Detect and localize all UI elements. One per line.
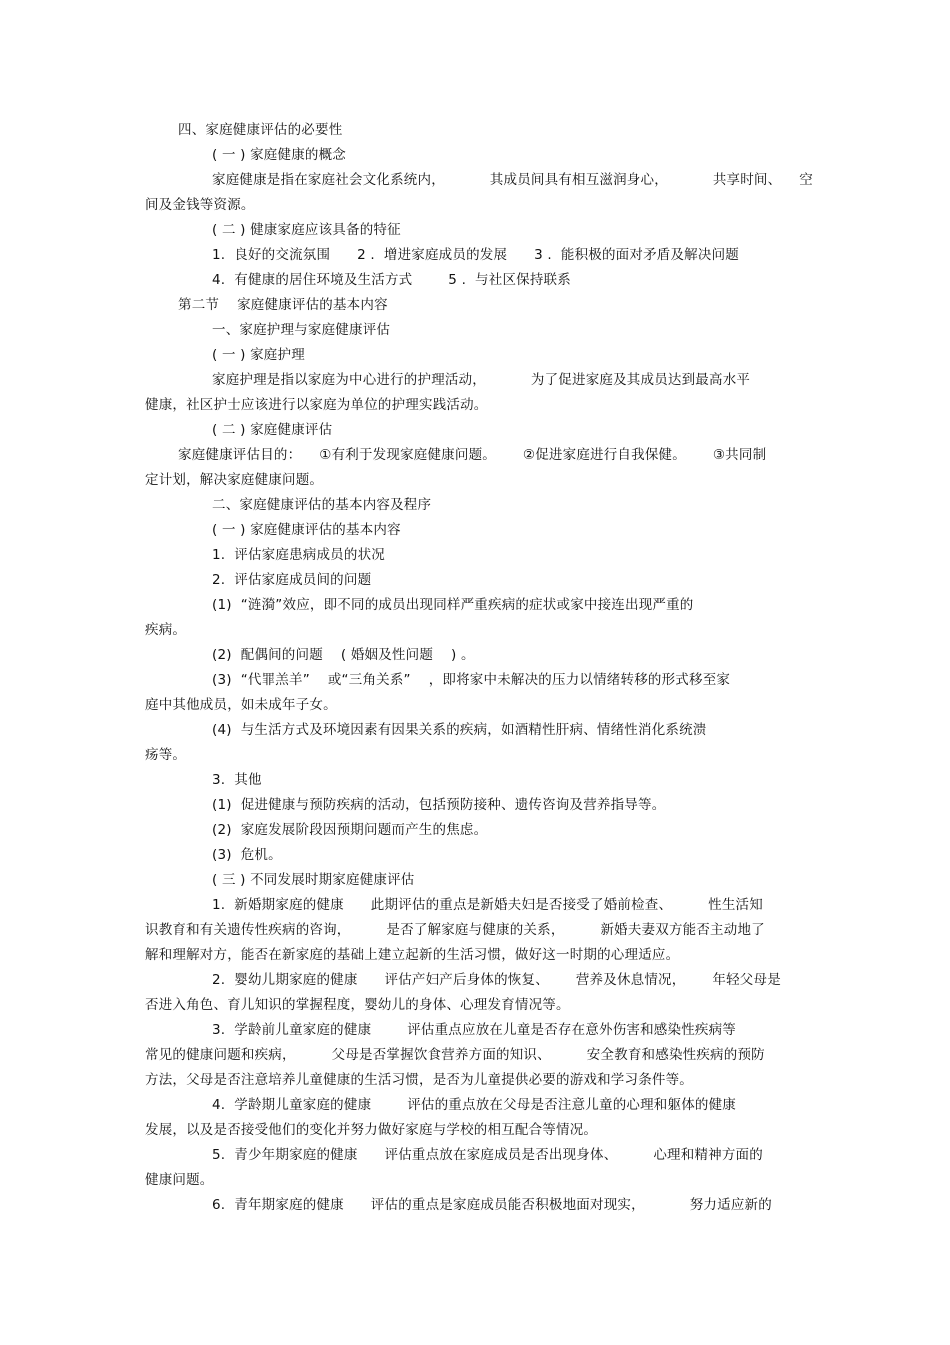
paragraph-line: 家庭健康评估目的： ①有利于发现家庭健康问题。 ②促进家庭进行自我保健。 ③共同制 — [178, 447, 767, 463]
list-item: 3. 学龄前儿童家庭的健康 评估重点应放在儿童是否存在意外伤害和感染性疾病等 — [212, 1022, 736, 1038]
chapter-heading: 第二节 家庭健康评估的基本内容 — [178, 297, 388, 313]
list-item: 1. 良好的交流氛围 2 . 增进家庭成员的发展 3 . 能积极的面对矛盾及解决问题 — [212, 247, 739, 263]
list-item: 6. 青年期家庭的健康 评估的重点是家庭成员能否积极地面对现实， 努力适应新的 — [212, 1197, 772, 1213]
paragraph-line: 庭中其他成员，如未成年子女。 — [145, 697, 337, 713]
paragraph-line: 家庭健康是指在家庭社会文化系统内， 其成员间具有相互滋润身心， 共享时间、 空 — [212, 172, 813, 188]
list-item: 4. 有健康的居住环境及生活方式 5 . 与社区保持联系 — [212, 272, 571, 288]
section-heading: 四、家庭健康评估的必要性 — [178, 122, 343, 138]
list-item: (1) 促进健康与预防疾病的活动，包括预防接种、遗传咨询及营养指导等。 — [212, 797, 666, 813]
paragraph-line: 发展，以及是否接受他们的变化并努力做好家庭与学校的相互配合等情况。 — [145, 1122, 598, 1138]
list-item: (2) 配偶间的问题 ( 婚姻及性问题 ) 。 — [212, 647, 475, 663]
list-item: 2. 婴幼儿期家庭的健康 评估产妇产后身体的恢复、 营养及休息情况， 年轻父母是 — [212, 972, 781, 988]
list-item: (1) “涟漪”效应，即不同的成员出现同样严重疾病的症状或家中接连出现严重的 — [212, 597, 694, 613]
subsection-heading: ( 一 ) 家庭健康的概念 — [212, 147, 347, 163]
list-item: 1. 新婚期家庭的健康 此期评估的重点是新婚夫妇是否接受了婚前检查、 性生活知 — [212, 897, 763, 913]
paragraph-line: 常见的健康问题和疾病， 父母是否掌握饮食营养方面的知识、 安全教育和感染性疾病的预防 — [145, 1047, 765, 1063]
list-item: 1. 评估家庭患病成员的状况 — [212, 547, 385, 563]
list-item: 2. 评估家庭成员间的问题 — [212, 572, 372, 588]
paragraph-line: 健康问题。 — [145, 1172, 214, 1188]
subsection-heading: ( 一 ) 家庭健康评估的基本内容 — [212, 522, 401, 538]
subsection-heading: ( 二 ) 家庭健康评估 — [212, 422, 333, 438]
paragraph-line: 间及金钱等资源。 — [145, 197, 255, 213]
paragraph-line: 疾病。 — [145, 622, 187, 638]
paragraph-line: 方法，父母是否注意培养儿童健康的生活习惯，是否为儿童提供必要的游戏和学习条件等。 — [145, 1072, 693, 1088]
subsection-heading: ( 一 ) 家庭护理 — [212, 347, 305, 363]
list-item: (4) 与生活方式及环境因素有因果关系的疾病，如酒精性肝病、情绪性消化系统溃 — [212, 722, 707, 738]
paragraph-line: 健康，社区护士应该进行以家庭为单位的护理实践活动。 — [145, 397, 488, 413]
list-item: (3) 危机。 — [212, 847, 282, 863]
subsection-heading: ( 三 ) 不同发展时期家庭健康评估 — [212, 872, 415, 888]
paragraph-line: 疡等。 — [145, 747, 187, 763]
paragraph-line: 识教育和有关遗传性疾病的咨询， 是否了解家庭与健康的关系， 新婚夫妻双方能否主动地了 — [145, 922, 765, 938]
section-heading: 二、家庭健康评估的基本内容及程序 — [212, 497, 432, 513]
list-item: 3. 其他 — [212, 772, 262, 788]
list-item: (3) “代罪羔羊” 或“三角关系” ，即将家中未解决的压力以情绪转移的形式移至家 — [212, 672, 731, 688]
list-item: 4. 学龄期儿童家庭的健康 评估的重点放在父母是否注意儿童的心理和躯体的健康 — [212, 1097, 736, 1113]
paragraph-line: 解和理解对方，能否在新家庭的基础上建立起新的生活习惯，做好这一时期的心理适应。 — [145, 947, 680, 963]
subsection-heading: ( 二 ) 健康家庭应该具备的特征 — [212, 222, 401, 238]
list-item: (2) 家庭发展阶段因预期问题而产生的焦虑。 — [212, 822, 488, 838]
paragraph-line: 家庭护理是指以家庭为中心进行的护理活动， 为了促进家庭及其成员达到最高水平 — [212, 372, 751, 388]
paragraph-line: 否进入角色、育儿知识的掌握程度，婴幼儿的身体、心理发育情况等。 — [145, 997, 570, 1013]
section-heading: 一、家庭护理与家庭健康评估 — [212, 322, 391, 338]
paragraph-line: 定计划，解决家庭健康问题。 — [145, 472, 324, 488]
list-item: 5. 青少年期家庭的健康 评估重点放在家庭成员是否出现身体、 心理和精神方面的 — [212, 1147, 763, 1163]
